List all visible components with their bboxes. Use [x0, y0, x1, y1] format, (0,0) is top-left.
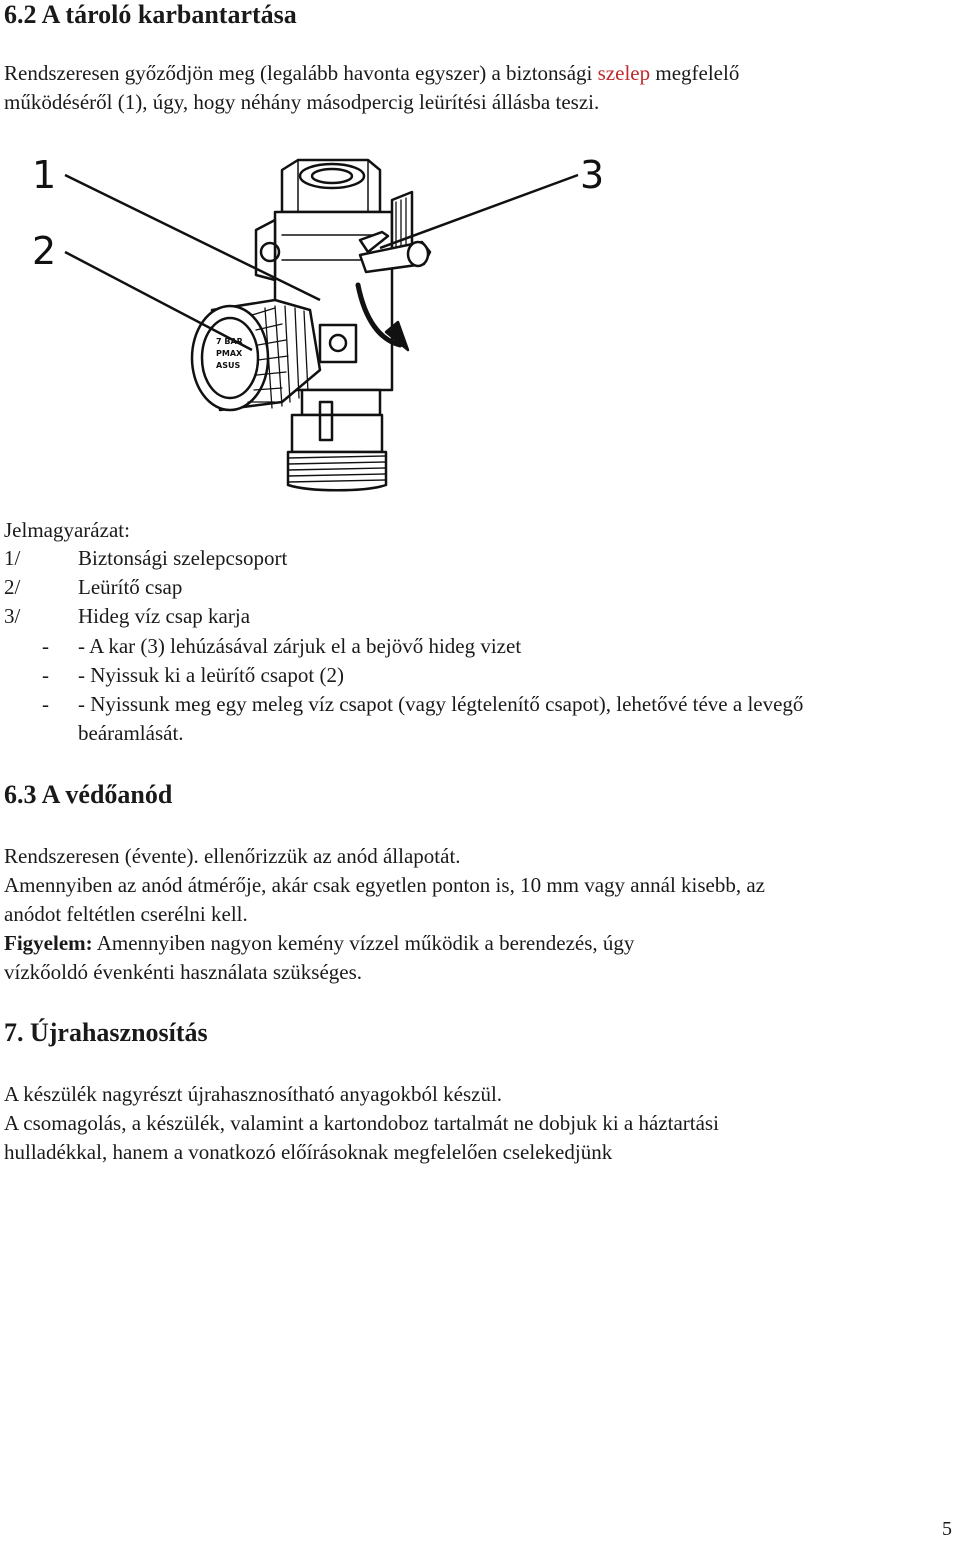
section-6-3-heading: 6.3 A védőanód — [4, 780, 173, 809]
step-bullet: - — [42, 663, 49, 687]
dial-text-bar: 7 BAR — [216, 337, 243, 346]
callout-number-1: 1 — [32, 153, 57, 197]
step-text: - A kar (3) lehúzásával zárjuk el a bejövő hideg vizet — [78, 634, 522, 658]
legend-text: Biztonsági szelepcsoport — [78, 546, 288, 570]
maintenance-intro-line2: működéséről (1), úgy, hogy néhány másodpercig leürítési állásba teszi. — [4, 90, 600, 114]
anode-text-line2: Amennyiben az anód átmérője, akár csak egyetlen ponton is, 10 mm vagy annál kisebb, az — [4, 873, 766, 897]
recycling-text-line3: hulladékkal, hanem a vonatkozó előírásoknak megfelelően cselekedjünk — [4, 1140, 613, 1164]
step-bullet: - — [42, 634, 49, 658]
legend-text: Hideg víz csap karja — [78, 604, 251, 628]
callout-number-3: 3 — [580, 153, 605, 197]
callout-number-2: 2 — [32, 229, 57, 273]
anode-text-line1: Rendszeresen (évente). ellenőrizzük az anód állapotát. — [4, 844, 461, 868]
legend-num: 3/ — [4, 604, 21, 628]
section-7-heading: 7. Újrahasznosítás — [4, 1018, 208, 1047]
legend-num: 1/ — [4, 546, 21, 570]
legend-text: Leürítő csap — [78, 575, 183, 599]
page-number: 5 — [942, 1518, 952, 1540]
dial-text-brand: ASUS — [216, 361, 241, 370]
callout-line-2 — [65, 252, 252, 350]
step-text-continued: beáramlását. — [78, 721, 184, 745]
recycling-text-line2: A csomagolás, a készülék, valamint a kartondoboz tartalmát ne dobjuk ki a háztartási — [4, 1111, 719, 1135]
safety-valve-figure — [20, 140, 620, 500]
dial-text-pmax: PMAX — [216, 349, 243, 358]
anode-text-line5: vízkőoldó évenkénti használata szükséges. — [4, 960, 363, 984]
warning-label: Figyelem: — [4, 931, 93, 955]
anode-warning — [4, 929, 634, 958]
maintenance-intro — [4, 59, 739, 88]
intro-text-b: megfelelő — [650, 61, 740, 85]
intro-highlight-valve: szelep — [597, 61, 651, 85]
warning-text: Amennyiben nagyon kemény vízzel működik a berendezés, úgy — [92, 931, 635, 955]
legend-num: 2/ — [4, 575, 21, 599]
anode-text-line3: anódot feltétlen cserélni kell. — [4, 902, 248, 926]
step-bullet: - — [42, 692, 49, 716]
step-text: - Nyissuk ki a leürítő csapot (2) — [78, 663, 344, 687]
step-text: - Nyissunk meg egy meleg víz csapot (vagy légtelenítő csapot), lehetővé téve a levegő — [78, 692, 804, 716]
recycling-text-line1: A készülék nagyrészt újrahasznosítható anyagokból készül. — [4, 1082, 503, 1106]
legend-title: Jelmagyarázat: — [4, 518, 130, 542]
section-6-2-heading: 6.2 A tároló karbantartása — [4, 0, 297, 29]
intro-text-a: Rendszeresen győződjön meg (legalább havonta egyszer) a biztonsági — [4, 61, 598, 85]
